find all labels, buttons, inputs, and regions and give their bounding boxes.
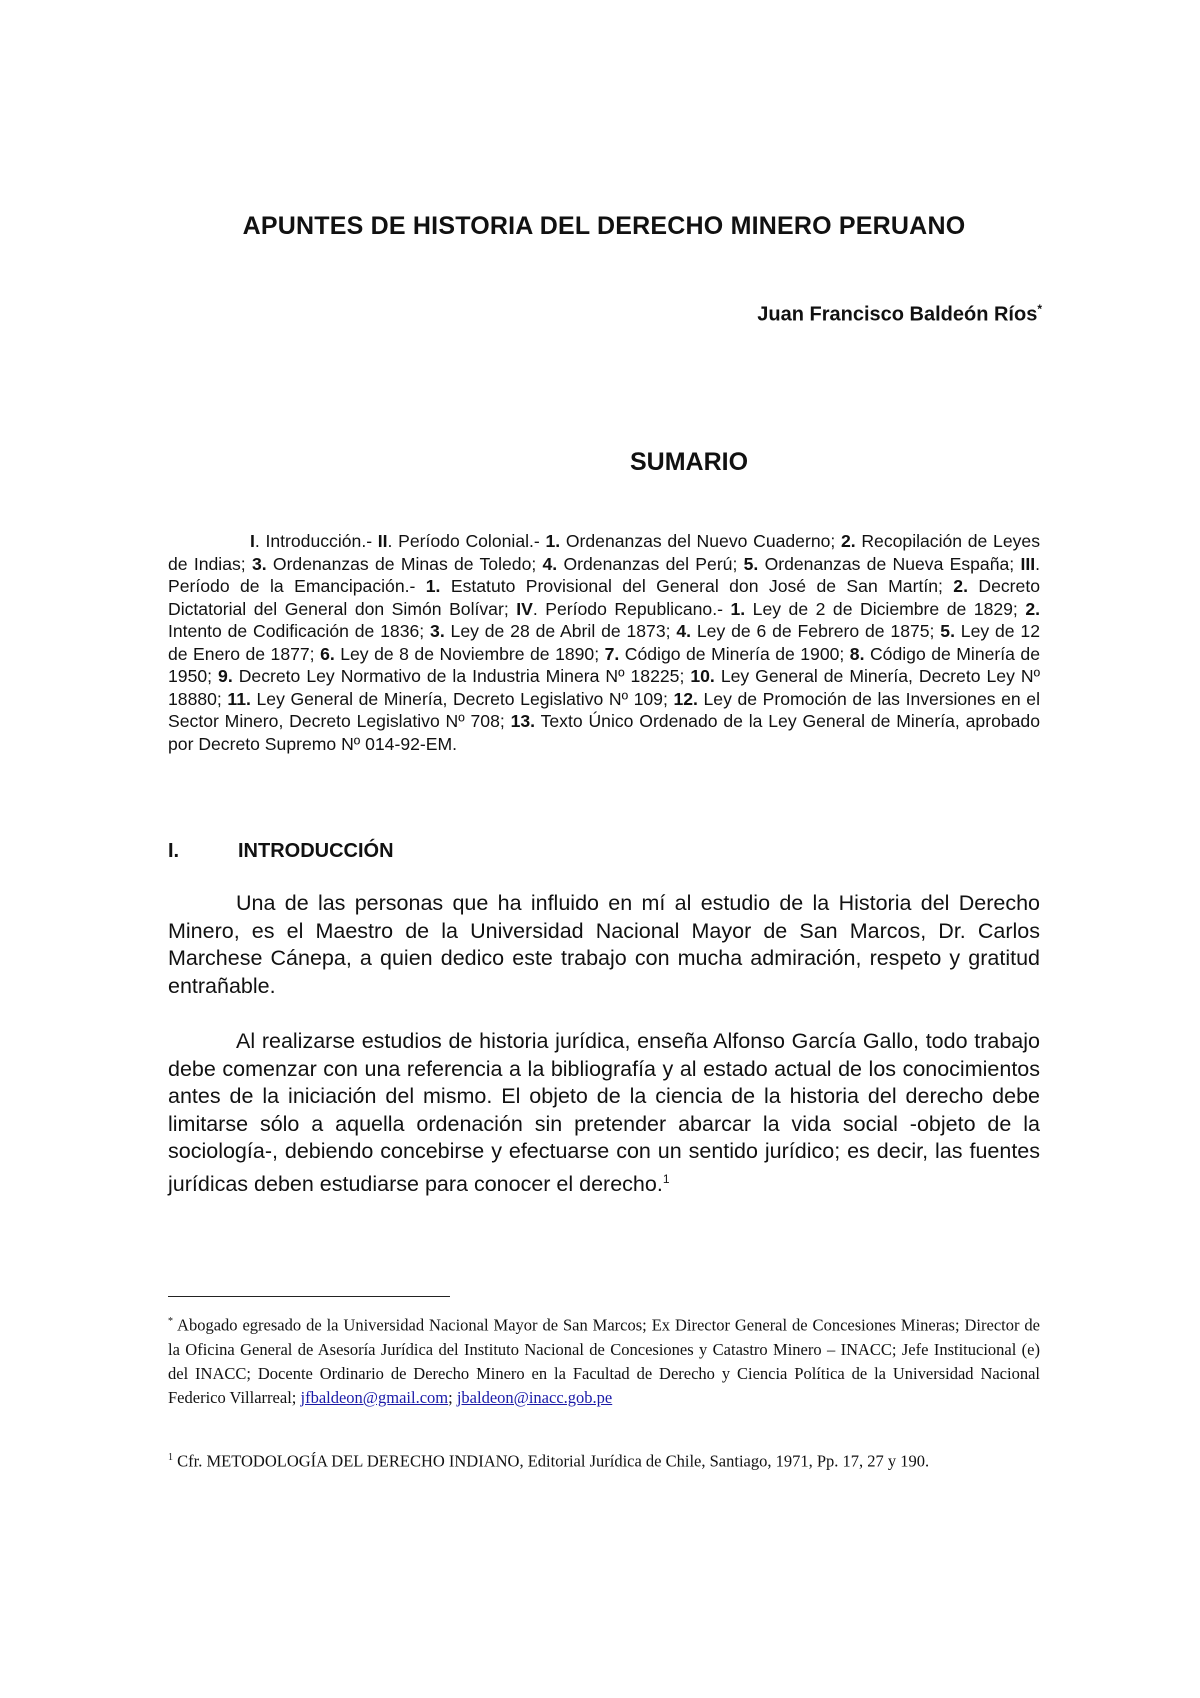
sumario-item-number: 10. xyxy=(690,666,715,686)
footnote-reference[interactable]: 1 xyxy=(662,1171,670,1186)
sumario-item-number: 1. xyxy=(730,598,746,619)
sumario-item-number: 1. xyxy=(545,531,561,551)
sumario-item-number: 4. xyxy=(542,553,558,574)
sumario-body xyxy=(168,530,1040,755)
section-heading xyxy=(168,840,394,863)
author-line xyxy=(757,302,1042,327)
sumario-item-number: 9. xyxy=(218,666,233,686)
paragraph-text: Una de las personas que ha influido en mí al estudio de la Historia del Derecho Minero, es el Maestro de la Universidad Nacional Mayor de San Marcos, Dr. Carlos Marchese Cánepa, a quien dedico este trabajo con mucha admiración, respeto y gratitud entrañable. xyxy=(168,891,1040,998)
footnote-author xyxy=(168,1310,1040,1410)
sumario-item-text: Texto Único Ordenado de la Ley General de Minería, aprobado por Decreto Supremo Nº 014-92-EM. xyxy=(168,711,1041,754)
author-name: Juan Francisco Baldeón Ríos xyxy=(757,303,1038,326)
sumario-item-text: Ley de 8 de Noviembre de 1890; xyxy=(334,643,605,664)
sumario-item-number: 1. xyxy=(425,576,441,596)
paragraph-text: Al realizarse estudios de historia jurídica, enseña Alfonso García Gallo, todo trabajo debe comenzar con una referencia a la bibliografía y al estado actual de los conocimientos antes de la iniciación del mismo. El objeto de la ciencia de la historia del derecho debe limitarse sólo a aquella ordenación sin pretender abarcar la vida social -objeto de la sociología-, debiendo concebirse y efectuarse con un sentido jurídico; es decir, las fuentes jurídicas deben estudiarse para conocer el derecho. xyxy=(168,1029,1040,1196)
footnote-text: Cfr. METODOLOGÍA DEL DERECHO INDIANO, Editorial Jurídica de Chile, Santiago, 1971, Pp. 17, 27 y 190. xyxy=(177,1451,930,1471)
sumario-item-text: Recopilación de Leyes de Indias; xyxy=(168,531,1040,574)
sumario-item-text: Ordenanzas de Nueva España; xyxy=(758,553,1021,574)
email-separator: ; xyxy=(448,1387,457,1407)
sumario-item-text: Decreto Dictatorial del General don Simón Bolívar; xyxy=(168,576,1040,619)
sumario-item-text: . Período Republicano.- xyxy=(532,598,731,619)
intro-paragraph-1 xyxy=(168,890,1040,1000)
footnote-mark: * xyxy=(168,1316,173,1327)
footnote-1 xyxy=(168,1446,1040,1474)
sumario-heading: SUMARIO xyxy=(629,448,749,476)
footnote-text: Abogado egresado de la Universidad Nacional Mayor de San Marcos; Ex Director General de Concesiones Mineras; Director de la Oficina General de Asesoría Jurídica del Instituto Nacional de Concesiones y Catastro Minero – INACC; Jefe Institucional (e) del INACC; Docente Ordinario de Derecho Minero en la Facultad de Derecho y Ciencia Política de la Universidad Nacional Federico Villarreal; xyxy=(168,1315,1040,1407)
sumario-item-text: Decreto Ley Normativo de la Industria Minera Nº 18225; xyxy=(232,666,691,686)
sumario-item-number: 4. xyxy=(676,621,692,641)
author-footnote-mark: * xyxy=(1037,302,1042,316)
sumario-item-text: Ley de 28 de Abril de 1873; xyxy=(444,621,677,641)
sumario-item-number: III xyxy=(1020,553,1036,574)
sumario-item-text: Ordenanzas del Perú; xyxy=(557,553,744,574)
sumario-item-text: Código de Minería de 1900; xyxy=(619,643,850,664)
email-link-gmail[interactable]: jfbaldeon@gmail.com xyxy=(300,1387,449,1407)
sumario-item-number: 5. xyxy=(940,621,955,641)
sumario-item-number: II xyxy=(377,531,388,551)
section-number: I. xyxy=(168,840,180,862)
sumario-item-number: 12. xyxy=(673,688,698,709)
sumario-item-text: Ley General de Minería, Decreto Ley Nº 18880; xyxy=(168,666,1041,709)
section-title: INTRODUCCIÓN xyxy=(238,840,394,862)
sumario-item-number: 3. xyxy=(251,553,267,574)
sumario-item-number: IV xyxy=(516,598,533,619)
sumario-item-text: . Introducción.- xyxy=(254,531,378,551)
sumario-item-number: 2. xyxy=(953,576,968,596)
email-link-inacc[interactable]: jbaldeon@inacc.gob.pe xyxy=(456,1387,613,1407)
sumario-item-number: 11. xyxy=(227,688,251,709)
sumario-item-text: Ordenanzas del Nuevo Cuaderno; xyxy=(560,531,841,551)
sumario-item-text: Ley de 12 de Enero de 1877; xyxy=(168,621,1041,664)
sumario-item-number: 3. xyxy=(430,621,445,641)
sumario-item-number: 5. xyxy=(743,553,759,574)
sumario-item-text: Ley General de Minería, Decreto Legislativo Nº 109; xyxy=(250,688,674,709)
sumario-item-text: . Período Colonial.- xyxy=(387,531,546,551)
sumario-item-number: 2. xyxy=(1025,598,1041,619)
sumario-item-number: 8. xyxy=(849,643,865,664)
sumario-item-number: 7. xyxy=(604,643,620,664)
sumario-item-text: Ley de 2 de Diciembre de 1829; xyxy=(745,598,1026,619)
document-title: APUNTES DE HISTORIA DEL DERECHO MINERO PERUANO xyxy=(242,212,966,240)
sumario-item-number: 2. xyxy=(840,531,856,551)
sumario-item-text: Ley de Promoción de las Inversiones en el Sector Minero, Decreto Legislativo Nº 708; xyxy=(168,688,1040,731)
sumario-item-text: Ordenanzas de Minas de Toledo; xyxy=(266,553,543,574)
sumario-item-text: . Período de la Emancipación.- xyxy=(168,553,1040,596)
footnote-divider xyxy=(168,1296,450,1297)
sumario-item-text: Ley de 6 de Febrero de 1875; xyxy=(691,621,941,641)
sumario-item-text: Código de Minería de 1950; xyxy=(168,643,1040,686)
sumario-item-number: 13. xyxy=(510,711,536,731)
sumario-item-number: I xyxy=(250,531,255,551)
intro-paragraph-2 xyxy=(168,1028,1040,1198)
footnote-mark: 1 xyxy=(168,1452,173,1463)
sumario-item-number: 6. xyxy=(320,643,335,664)
sumario-item-text: Intento de Codificación de 1836; xyxy=(168,621,431,641)
sumario-item-text: Estatuto Provisional del General don José de San Martín; xyxy=(440,576,954,596)
